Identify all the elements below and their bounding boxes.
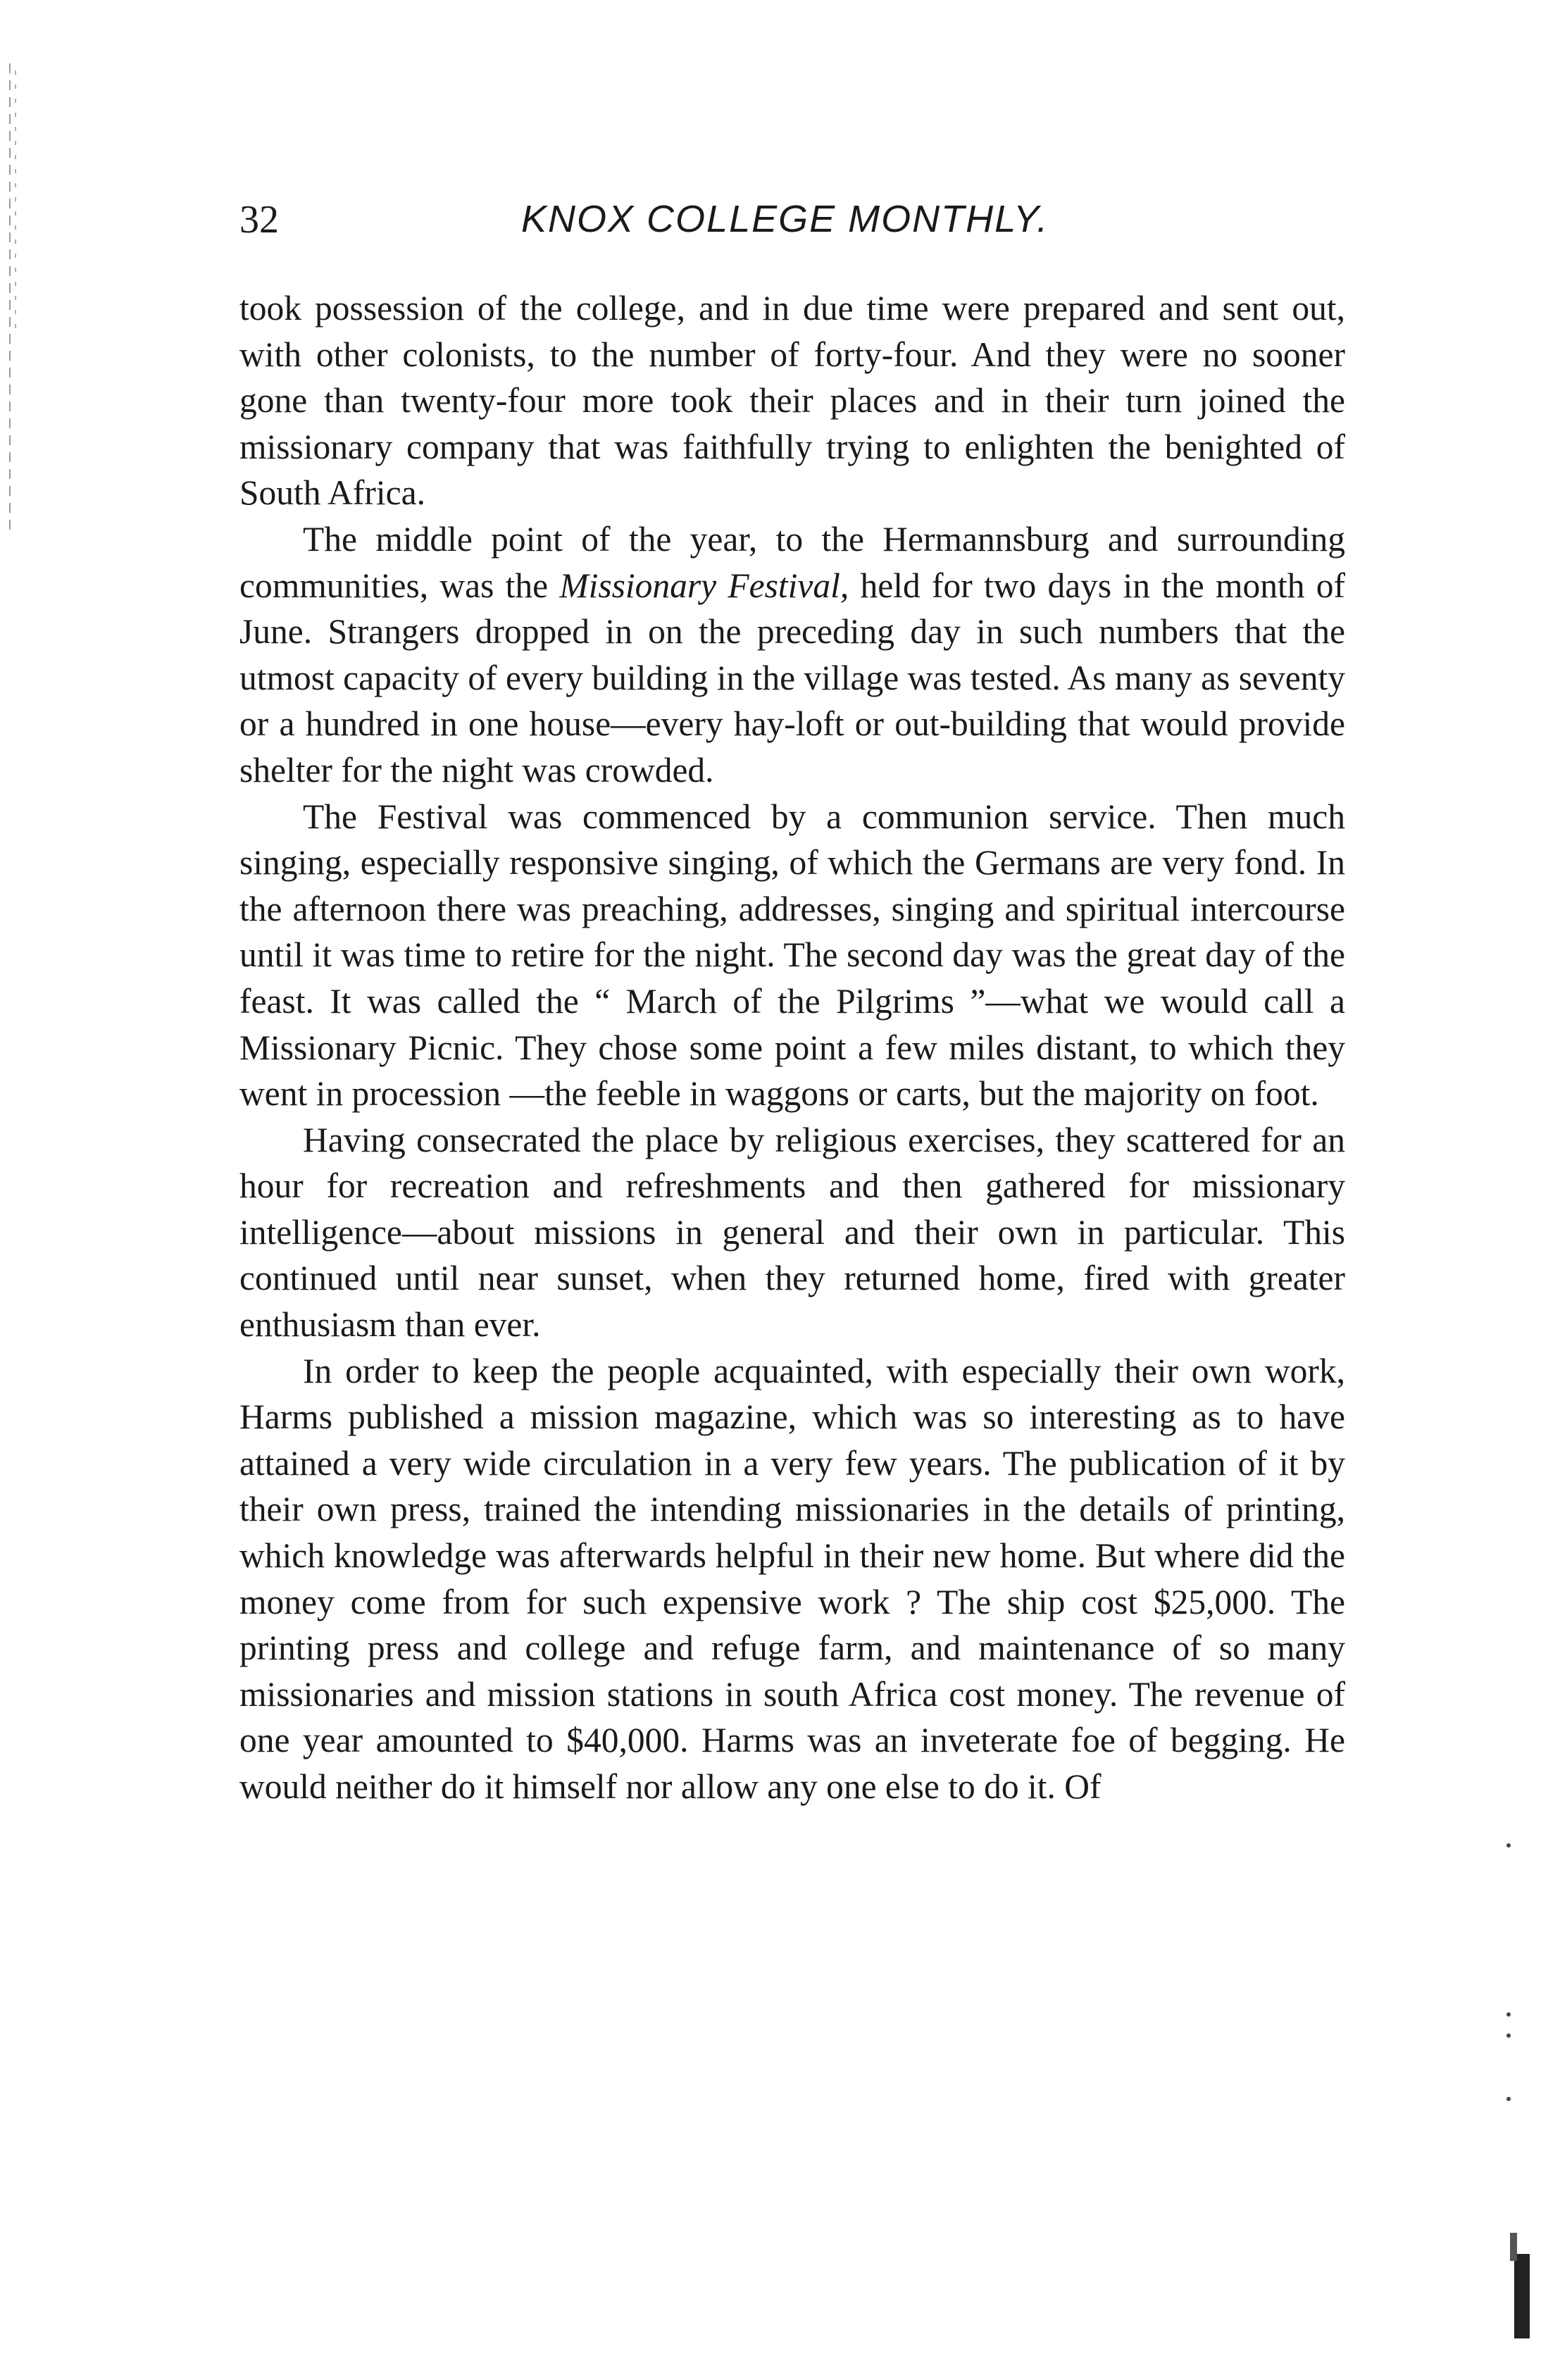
paragraph-4: Having consecrated the place by religious exercises, they scattered for an hour for recreation and refreshments and then gathered for missionary intelligence—about missions in general and their own in particular. This continued until near sunset, when they returned home, fired with greater enthusiasm than ever.: [239, 1120, 1345, 1345]
page-header: [239, 197, 1352, 254]
page-number: 32: [239, 198, 279, 242]
paragraph-2: [239, 516, 1345, 794]
paragraph-5: In order to keep the people acquainted, with especially their own work, Harms published a mission magazine, which was so interesting as to have attained a very wide circulation in a very few years. The publication of it by their own press, trained the intending missionaries in the details of printing, which knowledge was afterwards helpful in their new home. But where did the money come from for such expensive work ? The ship cost $25,000. The printing press and college and refuge farm, and maintenance of so many missionaries and mission stations in south Africa cost money. The revenue of one year amounted to $40,000. Harms was an inveterate foe of begging. He would neither do it himself nor allow any one else to do it. Of: [239, 1351, 1345, 1806]
paragraph-2-italic: Missionary Festival,: [559, 566, 849, 605]
paragraph-2-text-a: The middle point of the year, to the Hermannsburg and surrounding communities, was the: [239, 519, 1345, 605]
paragraph-3: The Festival was commenced by a communion service. Then much singing, especially responsive singing, of which the Germans are very fond. In the afternoon there was preaching, addresses, singing and spiritual intercourse until it was time to retire for the night. The second day was the great day of the feast. It was called the “ March of the Pilgrims ”—what we would call a Missionary Picnic. They chose some point a few miles distant, to which they went in procession —the feeble in waggons or carts, but the majority on foot.: [239, 797, 1345, 1114]
left-margin-scan-marks: [0, 42, 28, 578]
running-title: KNOX COLLEGE MONTHLY.: [521, 198, 1049, 240]
paragraph-1: took possession of the college, and in due time were prepared and sent out, with other colonists, to the number of forty-four. And they were no sooner gone than twenty-four more took their places and in their turn joined the missionary company that was faithfully trying to enlighten the benighted of South Africa.: [239, 289, 1345, 513]
right-margin-scan-marks: [1500, 1803, 1542, 2353]
paragraph-2-text-b: held for two days in the month of June. Strangers dropped in on the preceding day in such numbers that the utmost capacity of every building in the village was tested. As many as seventy or a hundred in one house—every hay-loft or out-building that would provide shelter for the night was crowded.: [239, 566, 1345, 790]
article-body: [239, 285, 1345, 1810]
